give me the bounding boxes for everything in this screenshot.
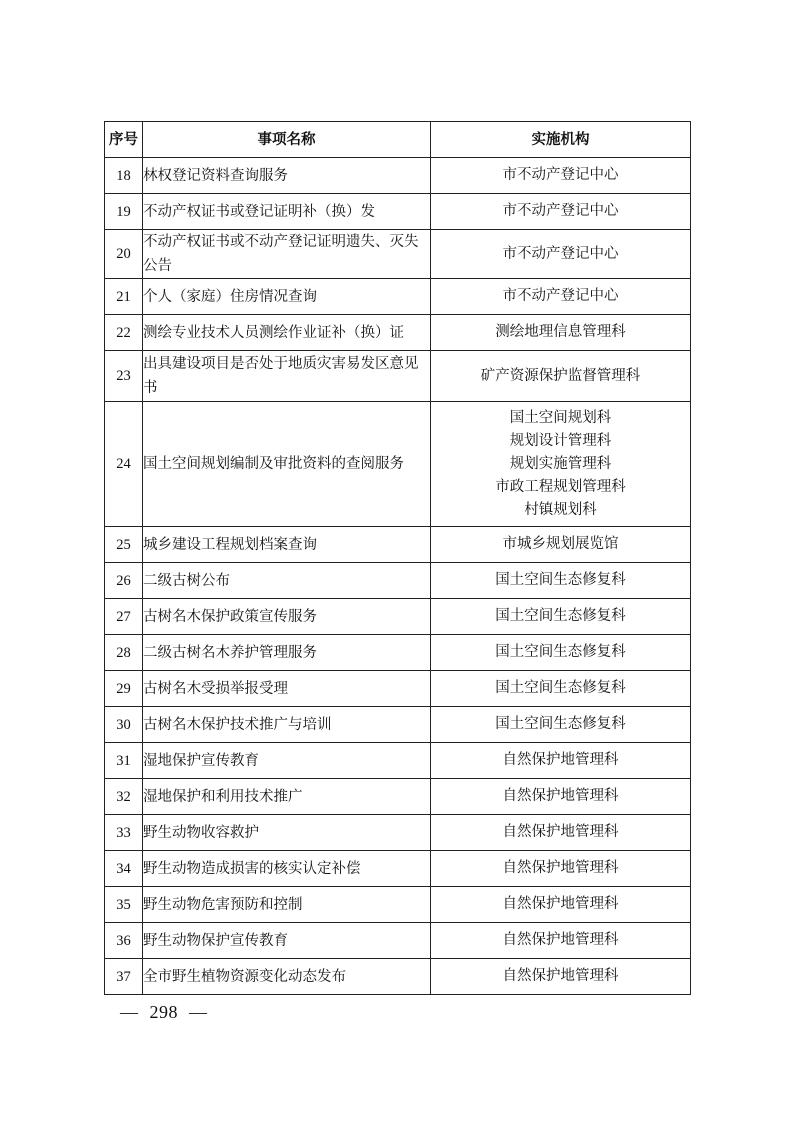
table-row — [105, 887, 691, 923]
agency-cell — [431, 563, 691, 599]
agency-cell — [431, 194, 691, 230]
item-name: 古树名木保护政策宣传服务 — [143, 599, 431, 635]
table-row — [105, 230, 691, 279]
table-row — [105, 563, 691, 599]
item-name: 古树名木保护技术推广与培训 — [143, 707, 431, 743]
table-row — [105, 599, 691, 635]
item-name: 野生动物保护宣传教育 — [143, 923, 431, 959]
row-number: 25 — [105, 527, 143, 563]
agency-name: 自然保护地管理科 — [502, 968, 619, 984]
agency-name: 国土空间生态修复科 — [495, 608, 626, 624]
item-name: 测绘专业技术人员测绘作业证补（换）证 — [143, 315, 431, 351]
agency-name: 自然保护地管理科 — [502, 788, 619, 804]
item-name: 二级古树名木养护管理服务 — [143, 635, 431, 671]
row-number: 24 — [105, 402, 143, 527]
row-number: 30 — [105, 707, 143, 743]
agency-name: 国土空间生态修复科 — [495, 572, 626, 588]
table-row — [105, 402, 691, 527]
table-row — [105, 923, 691, 959]
row-number: 22 — [105, 315, 143, 351]
agency-name: 自然保护地管理科 — [502, 824, 619, 840]
agency-name: 国土空间生态修复科 — [495, 680, 626, 696]
agency-name: 自然保护地管理科 — [502, 932, 619, 948]
table-row — [105, 194, 691, 230]
table-row — [105, 527, 691, 563]
table-body — [105, 158, 691, 995]
row-number: 37 — [105, 959, 143, 995]
agency-cell — [431, 230, 691, 279]
agency-name: 国土空间生态修复科 — [495, 716, 626, 732]
table-row — [105, 635, 691, 671]
footer-dash-left: — — [120, 1002, 139, 1022]
table-row — [105, 779, 691, 815]
agency-cell — [431, 959, 691, 995]
row-number: 20 — [105, 230, 143, 279]
table-row — [105, 351, 691, 402]
item-name: 湿地保护宣传教育 — [143, 743, 431, 779]
agency-name: 规划实施管理科 — [509, 455, 612, 472]
item-name: 个人（家庭）住房情况查询 — [143, 279, 431, 315]
agency-name: 自然保护地管理科 — [502, 752, 619, 768]
agency-cell — [431, 527, 691, 563]
service-items-table — [104, 121, 691, 995]
item-name: 出具建设项目是否处于地质灾害易发区意见书 — [143, 351, 431, 402]
table-row — [105, 707, 691, 743]
agency-name: 市不动产登记中心 — [502, 167, 619, 183]
agency-cell — [431, 635, 691, 671]
page-footer — [120, 1002, 208, 1023]
footer-dash-right: — — [189, 1002, 208, 1022]
agency-cell — [431, 743, 691, 779]
row-number: 18 — [105, 158, 143, 194]
row-number: 33 — [105, 815, 143, 851]
agency-name: 村镇规划科 — [524, 501, 597, 518]
item-name: 国土空间规划编制及审批资料的查阅服务 — [143, 402, 431, 527]
row-number: 21 — [105, 279, 143, 315]
agency-name: 市不动产登记中心 — [502, 288, 619, 304]
row-number: 27 — [105, 599, 143, 635]
agency-cell — [431, 351, 691, 402]
agency-name: 市不动产登记中心 — [502, 203, 619, 219]
item-name: 古树名木受损举报受理 — [143, 671, 431, 707]
agency-name: 矿产资源保护监督管理科 — [480, 367, 641, 384]
header-no: 序号 — [105, 122, 143, 158]
table-header-row — [105, 122, 691, 158]
page-number: 298 — [149, 1002, 178, 1022]
table-row — [105, 279, 691, 315]
header-agency: 实施机构 — [431, 122, 691, 158]
table-row — [105, 315, 691, 351]
row-number: 31 — [105, 743, 143, 779]
row-number: 29 — [105, 671, 143, 707]
item-name: 野生动物危害预防和控制 — [143, 887, 431, 923]
table-row — [105, 671, 691, 707]
item-name: 二级古树公布 — [143, 563, 431, 599]
agency-cell — [431, 779, 691, 815]
row-number: 34 — [105, 851, 143, 887]
header-item-name: 事项名称 — [143, 122, 431, 158]
table-row — [105, 815, 691, 851]
agency-name: 市不动产登记中心 — [502, 245, 619, 262]
row-number: 23 — [105, 351, 143, 402]
table-row — [105, 851, 691, 887]
agency-name: 规划设计管理科 — [509, 432, 612, 449]
agency-cell — [431, 315, 691, 351]
table-row — [105, 743, 691, 779]
item-name: 湿地保护和利用技术推广 — [143, 779, 431, 815]
row-number: 36 — [105, 923, 143, 959]
item-name: 野生动物造成损害的核实认定补偿 — [143, 851, 431, 887]
item-name: 不动产权证书或登记证明补（换）发 — [143, 194, 431, 230]
row-number: 28 — [105, 635, 143, 671]
row-number: 35 — [105, 887, 143, 923]
item-name: 野生动物收容救护 — [143, 815, 431, 851]
item-name: 城乡建设工程规划档案查询 — [143, 527, 431, 563]
row-number: 32 — [105, 779, 143, 815]
agency-name: 市政工程规划管理科 — [495, 478, 626, 495]
item-name: 不动产权证书或不动产登记证明遗失、灭失公告 — [143, 230, 431, 279]
agency-cell — [431, 815, 691, 851]
row-number: 26 — [105, 563, 143, 599]
agency-cell — [431, 279, 691, 315]
agency-name: 市城乡规划展览馆 — [502, 536, 619, 552]
agency-cell — [431, 707, 691, 743]
agency-name: 自然保护地管理科 — [502, 896, 619, 912]
agency-cell — [431, 402, 691, 527]
agency-cell — [431, 887, 691, 923]
item-name: 全市野生植物资源变化动态发布 — [143, 959, 431, 995]
agency-name: 国土空间规划科 — [509, 409, 612, 426]
table-row — [105, 959, 691, 995]
agency-cell — [431, 671, 691, 707]
agency-cell — [431, 851, 691, 887]
agency-name: 国土空间生态修复科 — [495, 644, 626, 660]
agency-cell — [431, 158, 691, 194]
agency-cell — [431, 599, 691, 635]
row-number: 19 — [105, 194, 143, 230]
item-name: 林权登记资料查询服务 — [143, 158, 431, 194]
table-row — [105, 158, 691, 194]
agency-name: 自然保护地管理科 — [502, 860, 619, 876]
agency-name: 测绘地理信息管理科 — [495, 324, 626, 340]
agency-cell — [431, 923, 691, 959]
